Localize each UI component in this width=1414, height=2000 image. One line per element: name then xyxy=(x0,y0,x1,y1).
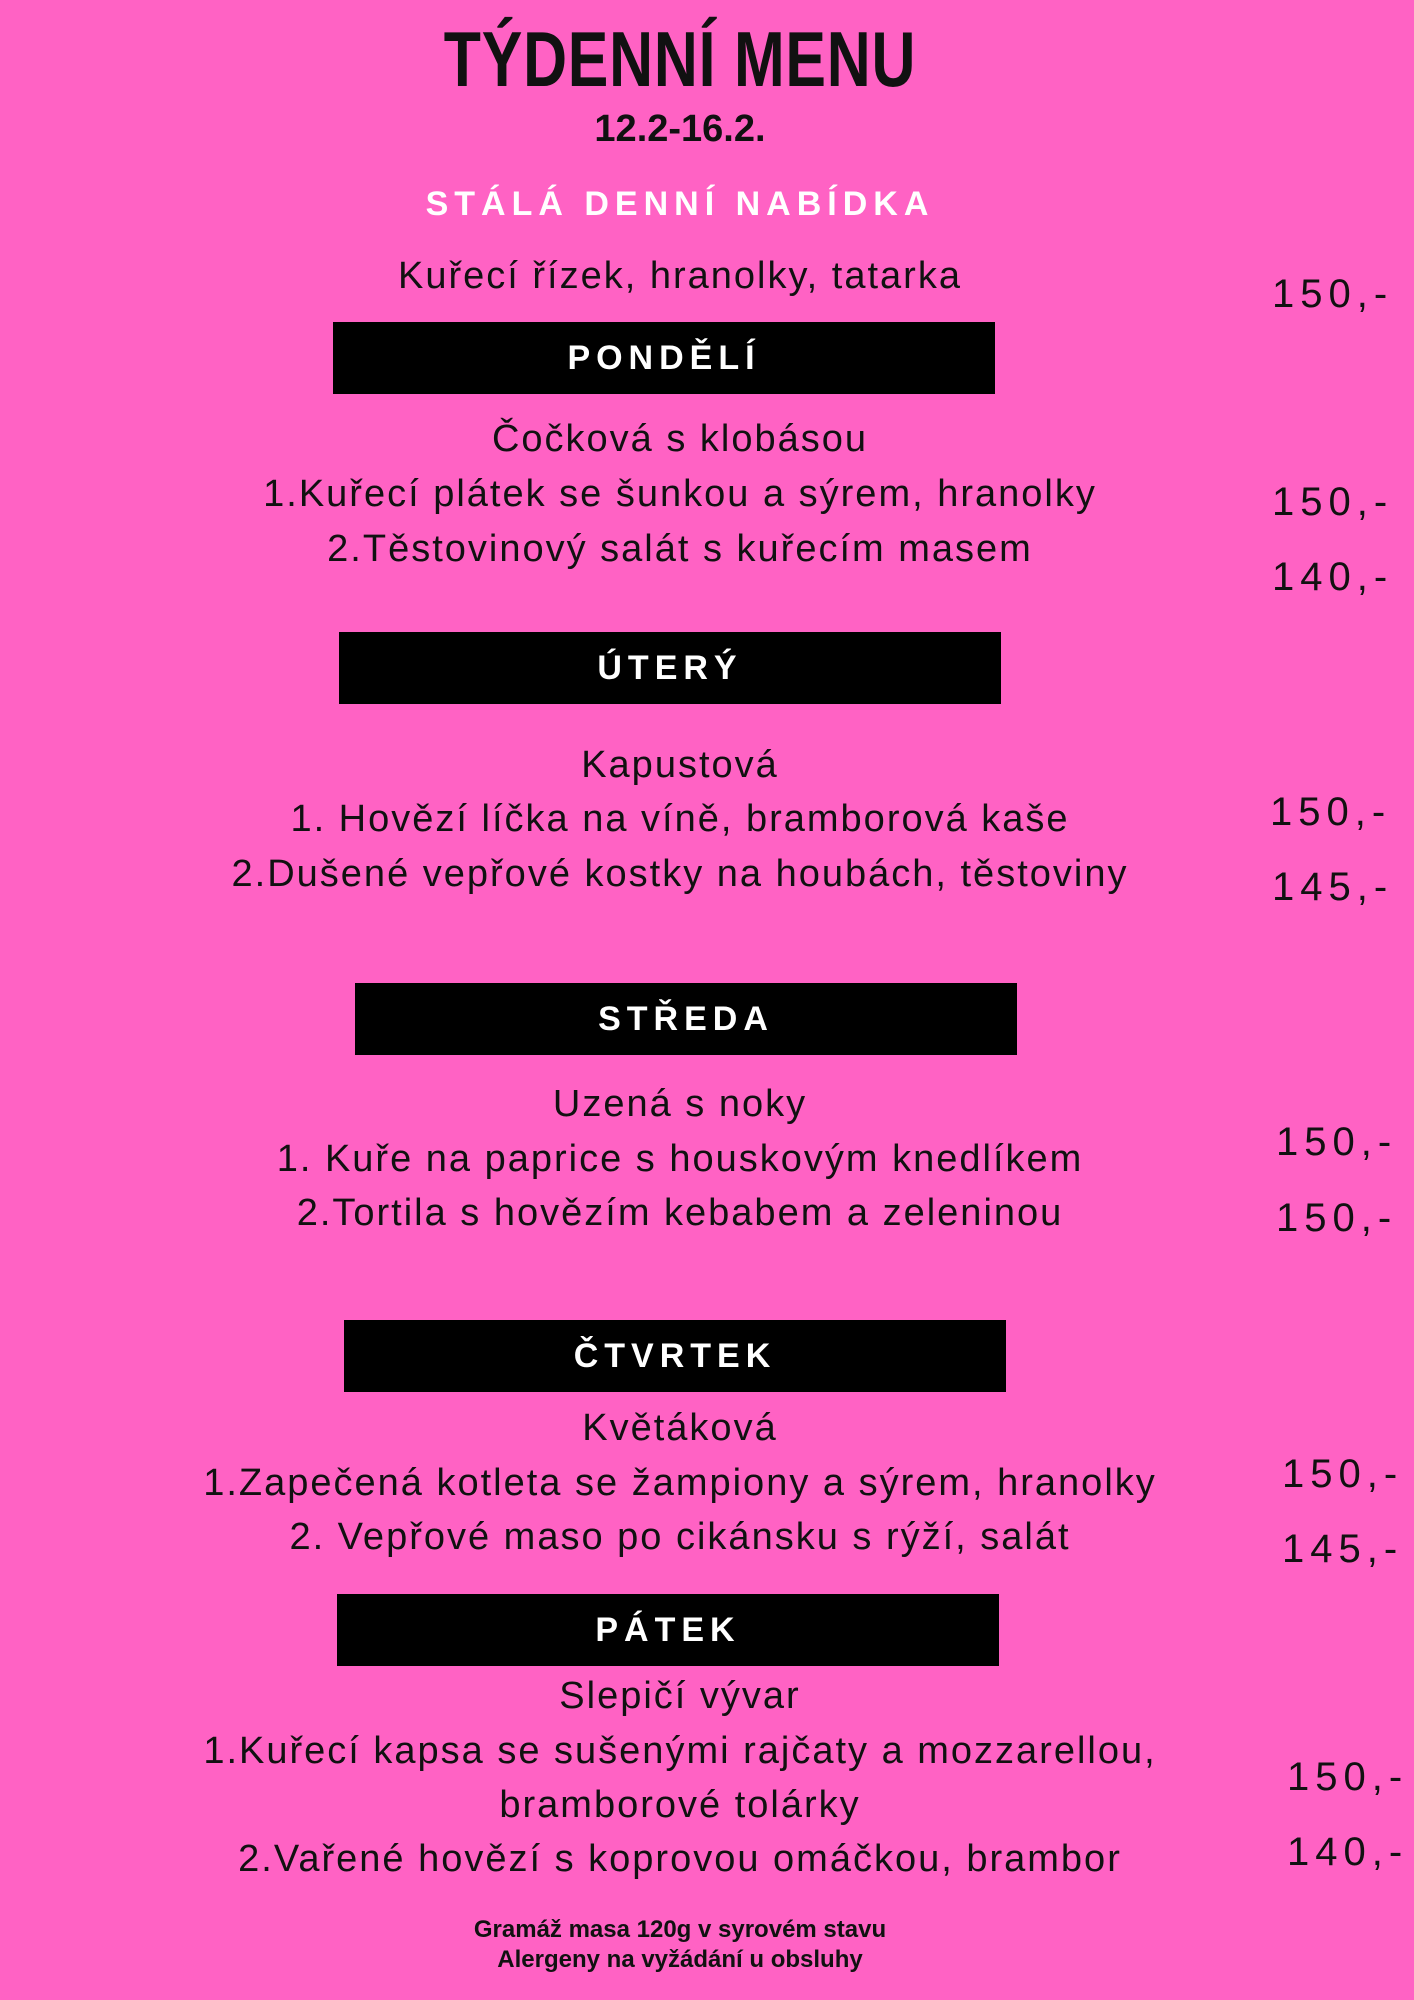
thursday-soup: Květáková xyxy=(582,1407,778,1449)
tuesday-price-2: 145,- xyxy=(1272,865,1394,909)
tuesday-dish-2: 2.Dušené vepřové kostky na houbách, těstoviny xyxy=(231,853,1129,895)
wednesday-dish-2: 2.Tortila s hovězím kebabem a zeleninou xyxy=(296,1192,1064,1234)
day-header-friday: PÁTEK xyxy=(337,1594,999,1666)
footer-meat-weight: Gramáž masa 120g v syrovém stavu xyxy=(473,1916,887,1943)
day-header-tuesday: ÚTERÝ xyxy=(339,632,1001,704)
footer-allergens: Alergeny na vyžádání u obsluhy xyxy=(497,1946,863,1973)
friday-soup: Slepičí vývar xyxy=(559,1675,801,1717)
day-header-monday: PONDĚLÍ xyxy=(333,322,995,394)
wednesday-price-2: 150,- xyxy=(1276,1196,1398,1240)
monday-dish-2: 2.Těstovinový salát s kuřecím masem xyxy=(327,528,1033,570)
tuesday-dish-1: 1. Hovězí líčka na víně, bramborová kaše xyxy=(290,798,1070,840)
day-header-wednesday: STŘEDA xyxy=(355,983,1017,1055)
tuesday-soup: Kapustová xyxy=(581,744,779,786)
thursday-dish-2: 2. Vepřové maso po cikánsku s rýží, salát xyxy=(289,1516,1071,1558)
tuesday-price-1: 150,- xyxy=(1270,790,1392,834)
thursday-price-1: 150,- xyxy=(1282,1452,1404,1496)
friday-dish-1-line-2: bramborové tolárky xyxy=(499,1784,861,1826)
wednesday-soup: Uzená s noky xyxy=(552,1083,808,1125)
standing-offer-label: STÁLÁ DENNÍ NABÍDKA xyxy=(425,185,935,223)
day-header-thursday: ČTVRTEK xyxy=(344,1320,1006,1392)
friday-dish-1-line-1: 1.Kuřecí kapsa se sušenými rajčaty a mozzarellou, xyxy=(203,1730,1157,1772)
monday-price-1: 150,- xyxy=(1272,480,1394,524)
friday-price-1: 150,- xyxy=(1287,1755,1409,1799)
friday-dish-2: 2.Vařené hovězí s koprovou omáčkou, brambor xyxy=(238,1838,1122,1880)
standing-price: 150,- xyxy=(1272,272,1394,316)
monday-soup: Čočková s klobásou xyxy=(491,418,869,460)
thursday-dish-1: 1.Zapečená kotleta se žampiony a sýrem, hranolky xyxy=(203,1462,1157,1504)
wednesday-dish-1: 1. Kuře na paprice s houskovým knedlíkem xyxy=(276,1138,1084,1180)
footer-note xyxy=(0,1915,1360,1975)
date-range: 12.2-16.2. xyxy=(594,108,766,150)
friday-price-2: 140,- xyxy=(1287,1830,1409,1874)
wednesday-price-1: 150,- xyxy=(1276,1120,1398,1164)
thursday-price-2: 145,- xyxy=(1282,1527,1404,1571)
menu-title: TÝDENNÍ MENU xyxy=(443,15,917,103)
monday-dish-1: 1.Kuřecí plátek se šunkou a sýrem, hranolky xyxy=(263,473,1097,515)
standing-item: Kuřecí řízek, hranolky, tatarka xyxy=(398,255,962,297)
monday-price-2: 140,- xyxy=(1272,555,1394,599)
